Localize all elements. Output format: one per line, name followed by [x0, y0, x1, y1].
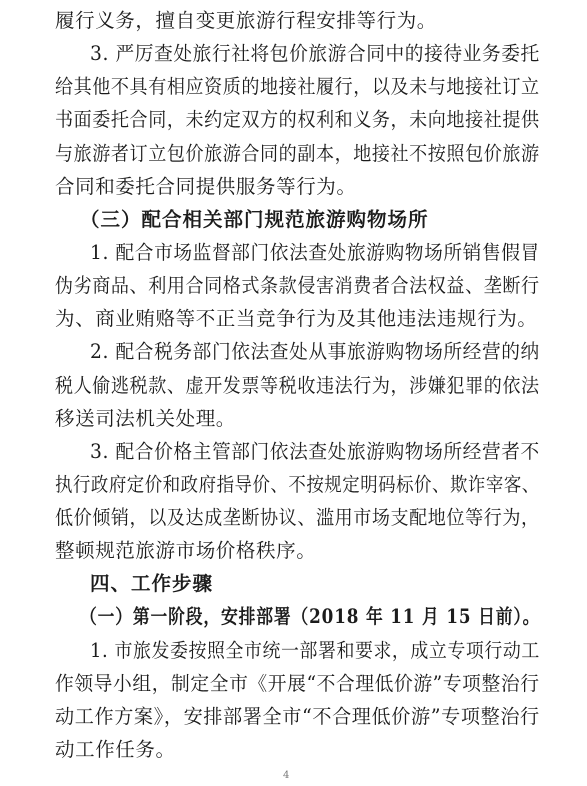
text-line: 整顿规范旅游市场价格秩序。: [55, 539, 317, 563]
text-line: 给其他不具有相应资质的地接社履行，以及未与地接社订立: [55, 75, 540, 99]
text-line: 履行义务，擅自变更旅游行程安排等行为。: [55, 9, 437, 32]
text-line: 税人偷逃税款、虚开发票等税收违法行为，涉嫌犯罪的依法: [55, 373, 540, 397]
text-line: 3. 严厉查处旅行社将包价旅游合同中的接待业务委托: [90, 42, 540, 66]
text-line: 2. 配合税务部门依法查处从事旅游购物场所经营的纳: [90, 340, 540, 364]
text-line: 执行政府定价和政府指导价、不按规定明码标价、欺诈宰客、: [55, 472, 540, 496]
text-line: 合同和委托合同提供服务等行为。: [55, 174, 357, 198]
section-heading: （一）第一阶段，安排部署（2018 年 11 月 15 日前）。: [80, 605, 541, 629]
text-line: 动工作任务。: [55, 738, 176, 761]
text-line: 1. 市旅发委按照全市统一部署和要求，成立专项行动工: [90, 638, 540, 662]
text-line: 为、商业贿赂等不正当竞争行为及其他违法违规行为。: [55, 307, 538, 331]
text-line: 书面委托合同，未约定双方的权利和义务，未向地接社提供: [55, 108, 540, 132]
text-line: 伪劣商品、利用合同格式条款侵害消费者合法权益、垄断行: [55, 274, 540, 298]
text-line: 与旅游者订立包价旅游合同的副本，地接社不按照包价旅游: [55, 141, 540, 165]
section-heading: （三）配合相关部门规范旅游购物场所: [80, 207, 429, 231]
text-line: 低价倾销，以及达成垄断协议、滥用市场支配地位等行为，: [55, 506, 540, 530]
text-line: 动工作方案》，安排部署全市“不合理低价游”专项整治行: [55, 704, 540, 728]
text-line: 1. 配合市场监督部门依法查处旅游购物场所销售假冒: [90, 240, 540, 264]
text-line: 作领导小组，制定全市《开展“不合理低价游”专项整治行: [55, 671, 540, 695]
text-line: 移送司法机关处理。: [55, 406, 236, 430]
page-number: 4: [283, 770, 290, 781]
text-line: 3. 配合价格主管部门依法查处旅游购物场所经营者不: [90, 439, 540, 463]
section-heading: 四、工作步骤: [90, 572, 214, 596]
